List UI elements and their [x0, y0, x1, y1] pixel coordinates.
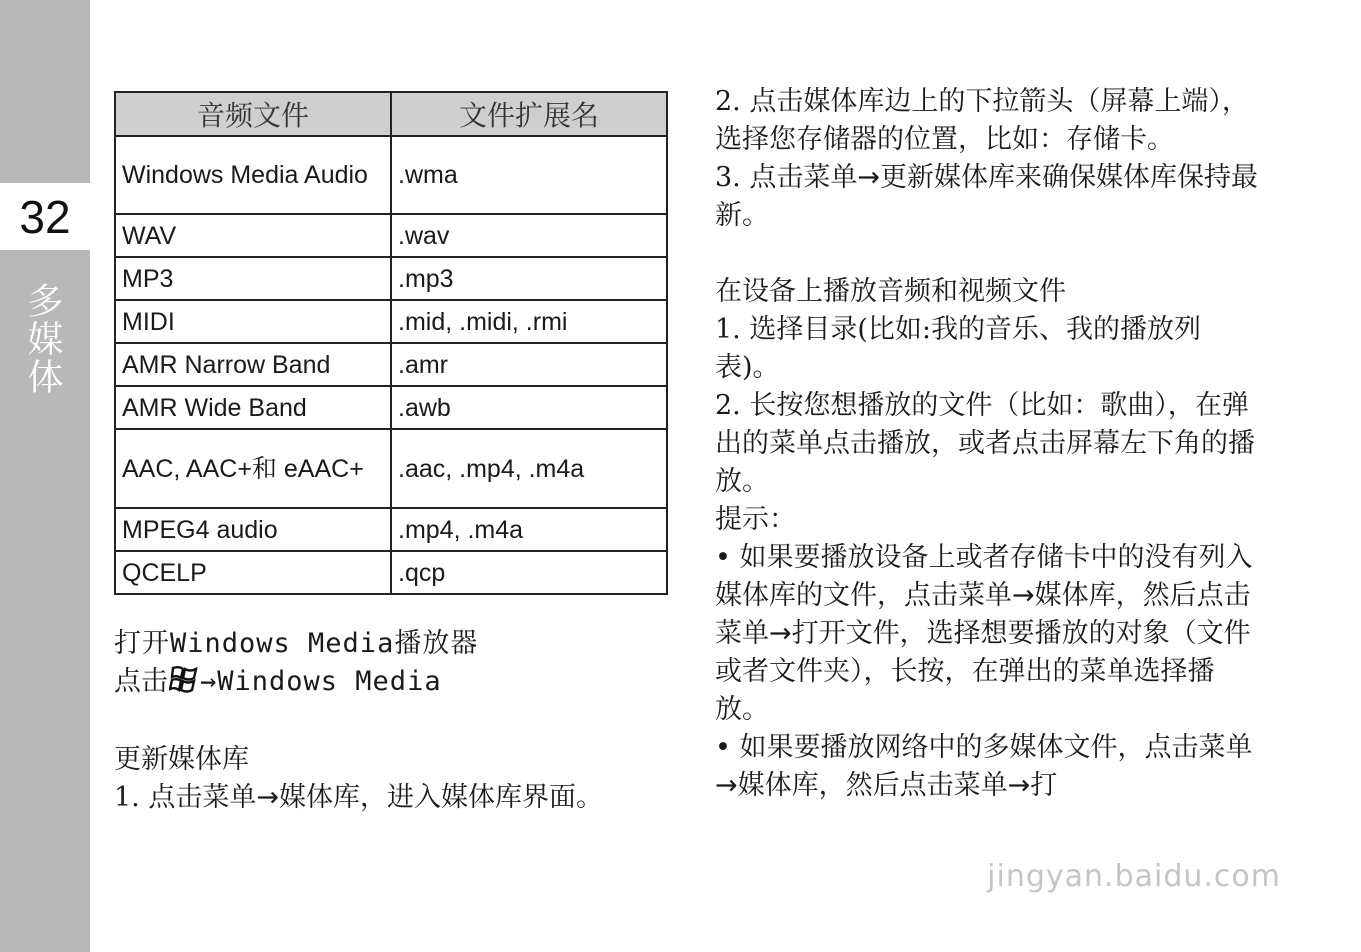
- table-cell: MPEG4 audio: [115, 508, 391, 551]
- sidebar: [0, 0, 90, 952]
- tip-text: • 如果要播放网络中的多媒体文件，点击: [715, 732, 1199, 763]
- tip-text: ，选择想要播放的对象（文件或者文件夹），长按，在弹出的菜单选择: [715, 618, 1251, 687]
- table-cell: .mp3: [391, 257, 667, 300]
- table-row: [115, 551, 667, 594]
- table-row: [115, 386, 667, 429]
- play-step-2: [715, 387, 1263, 501]
- spacer: [715, 235, 1263, 273]
- windows-start-icon: [169, 664, 199, 694]
- right-column: [715, 83, 1263, 805]
- table-cell: AMR Wide Band: [115, 386, 391, 429]
- menu-path: 菜单→媒体库: [715, 732, 1253, 801]
- tip-text: 。: [742, 694, 769, 725]
- tip-text: ，然后点击: [1115, 580, 1251, 611]
- menu-path: 菜单→打开文件: [715, 618, 900, 649]
- table-row: [115, 300, 667, 343]
- table-cell: .aac, .mp4, .m4a: [391, 429, 667, 508]
- table-row: [115, 429, 667, 508]
- step-3: [715, 159, 1263, 235]
- table-row: [115, 508, 667, 551]
- table-cell: .amr: [391, 343, 667, 386]
- section-heading: 更新媒体库: [114, 744, 249, 775]
- play-step-1: 1. 选择目录(比如:我的音乐、我的播放列表)。: [715, 314, 1201, 383]
- step-text: 。: [742, 466, 769, 497]
- table-cell: .mid, .midi, .rmi: [391, 300, 667, 343]
- table-cell: AAC, AAC+和 eAAC+: [115, 429, 391, 508]
- step-text: 2. 长按您想播放的文件（比如：歌曲），在弹出的菜单点击播放，或者点击屏幕左下角的: [715, 390, 1249, 459]
- section-title: 多媒体: [22, 282, 63, 396]
- tip-1: [715, 539, 1263, 729]
- audio-extension-table: [114, 91, 668, 595]
- column-header: 音频文件: [115, 92, 391, 136]
- page-number: 32: [0, 183, 90, 250]
- instruction-text: →Windows Media: [200, 666, 442, 697]
- open-player-instruction: [114, 663, 674, 701]
- table-cell: QCELP: [115, 551, 391, 594]
- step-1: [114, 779, 659, 817]
- table-row: [115, 257, 667, 300]
- step-2: 2. 点击媒体库边上的下拉箭头（屏幕上端），选择您存储器的位置，比如：存储卡。: [715, 86, 1249, 155]
- table-cell: MP3: [115, 257, 391, 300]
- section-heading: 在设备上播放音频和视频文件: [715, 276, 1066, 307]
- section-heading: 打开Windows Media播放器: [114, 628, 479, 659]
- open-player-section: [114, 625, 674, 701]
- action-label: 播放: [715, 428, 1255, 497]
- table-cell: .mp4, .m4a: [391, 508, 667, 551]
- column-header: 文件扩展名: [391, 92, 667, 136]
- watermark: jingyan.baidu.com: [987, 859, 1281, 894]
- menu-path: 菜单→媒体库: [958, 580, 1116, 611]
- table-cell: .awb: [391, 386, 667, 429]
- tip-2: [715, 729, 1263, 805]
- table-row: [115, 343, 667, 386]
- table-row: [115, 136, 667, 214]
- table-row: [115, 214, 667, 257]
- instruction-text: 点击: [114, 666, 168, 697]
- table-cell: .wma: [391, 136, 667, 214]
- tip-text: ，然后点击: [818, 770, 954, 801]
- table-cell: .wav: [391, 214, 667, 257]
- tip-text: • 如果要播放设备上或者存储卡中的没有列入媒体库的文件，点击: [715, 542, 1253, 611]
- table-cell: Windows Media Audio: [115, 136, 391, 214]
- table-cell: WAV: [115, 214, 391, 257]
- tip-label: 提示：: [715, 504, 796, 535]
- menu-path: 菜单→媒体库: [202, 782, 360, 813]
- table-cell: .qcp: [391, 551, 667, 594]
- step-text: 来确保媒体库保持最新。: [715, 162, 1258, 231]
- update-library-section: [114, 741, 659, 817]
- step-text: 3. 点击: [715, 162, 804, 193]
- table-header-row: [115, 92, 667, 136]
- table-cell: AMR Narrow Band: [115, 343, 391, 386]
- menu-path: 菜单→更新媒体库: [803, 162, 1015, 193]
- menu-path: 菜单→打: [953, 770, 1058, 801]
- table-cell: MIDI: [115, 300, 391, 343]
- action-label: 播放: [715, 656, 1215, 725]
- step-text: 1. 点击: [114, 782, 203, 813]
- step-text: ，进入媒体库界面。: [359, 782, 603, 813]
